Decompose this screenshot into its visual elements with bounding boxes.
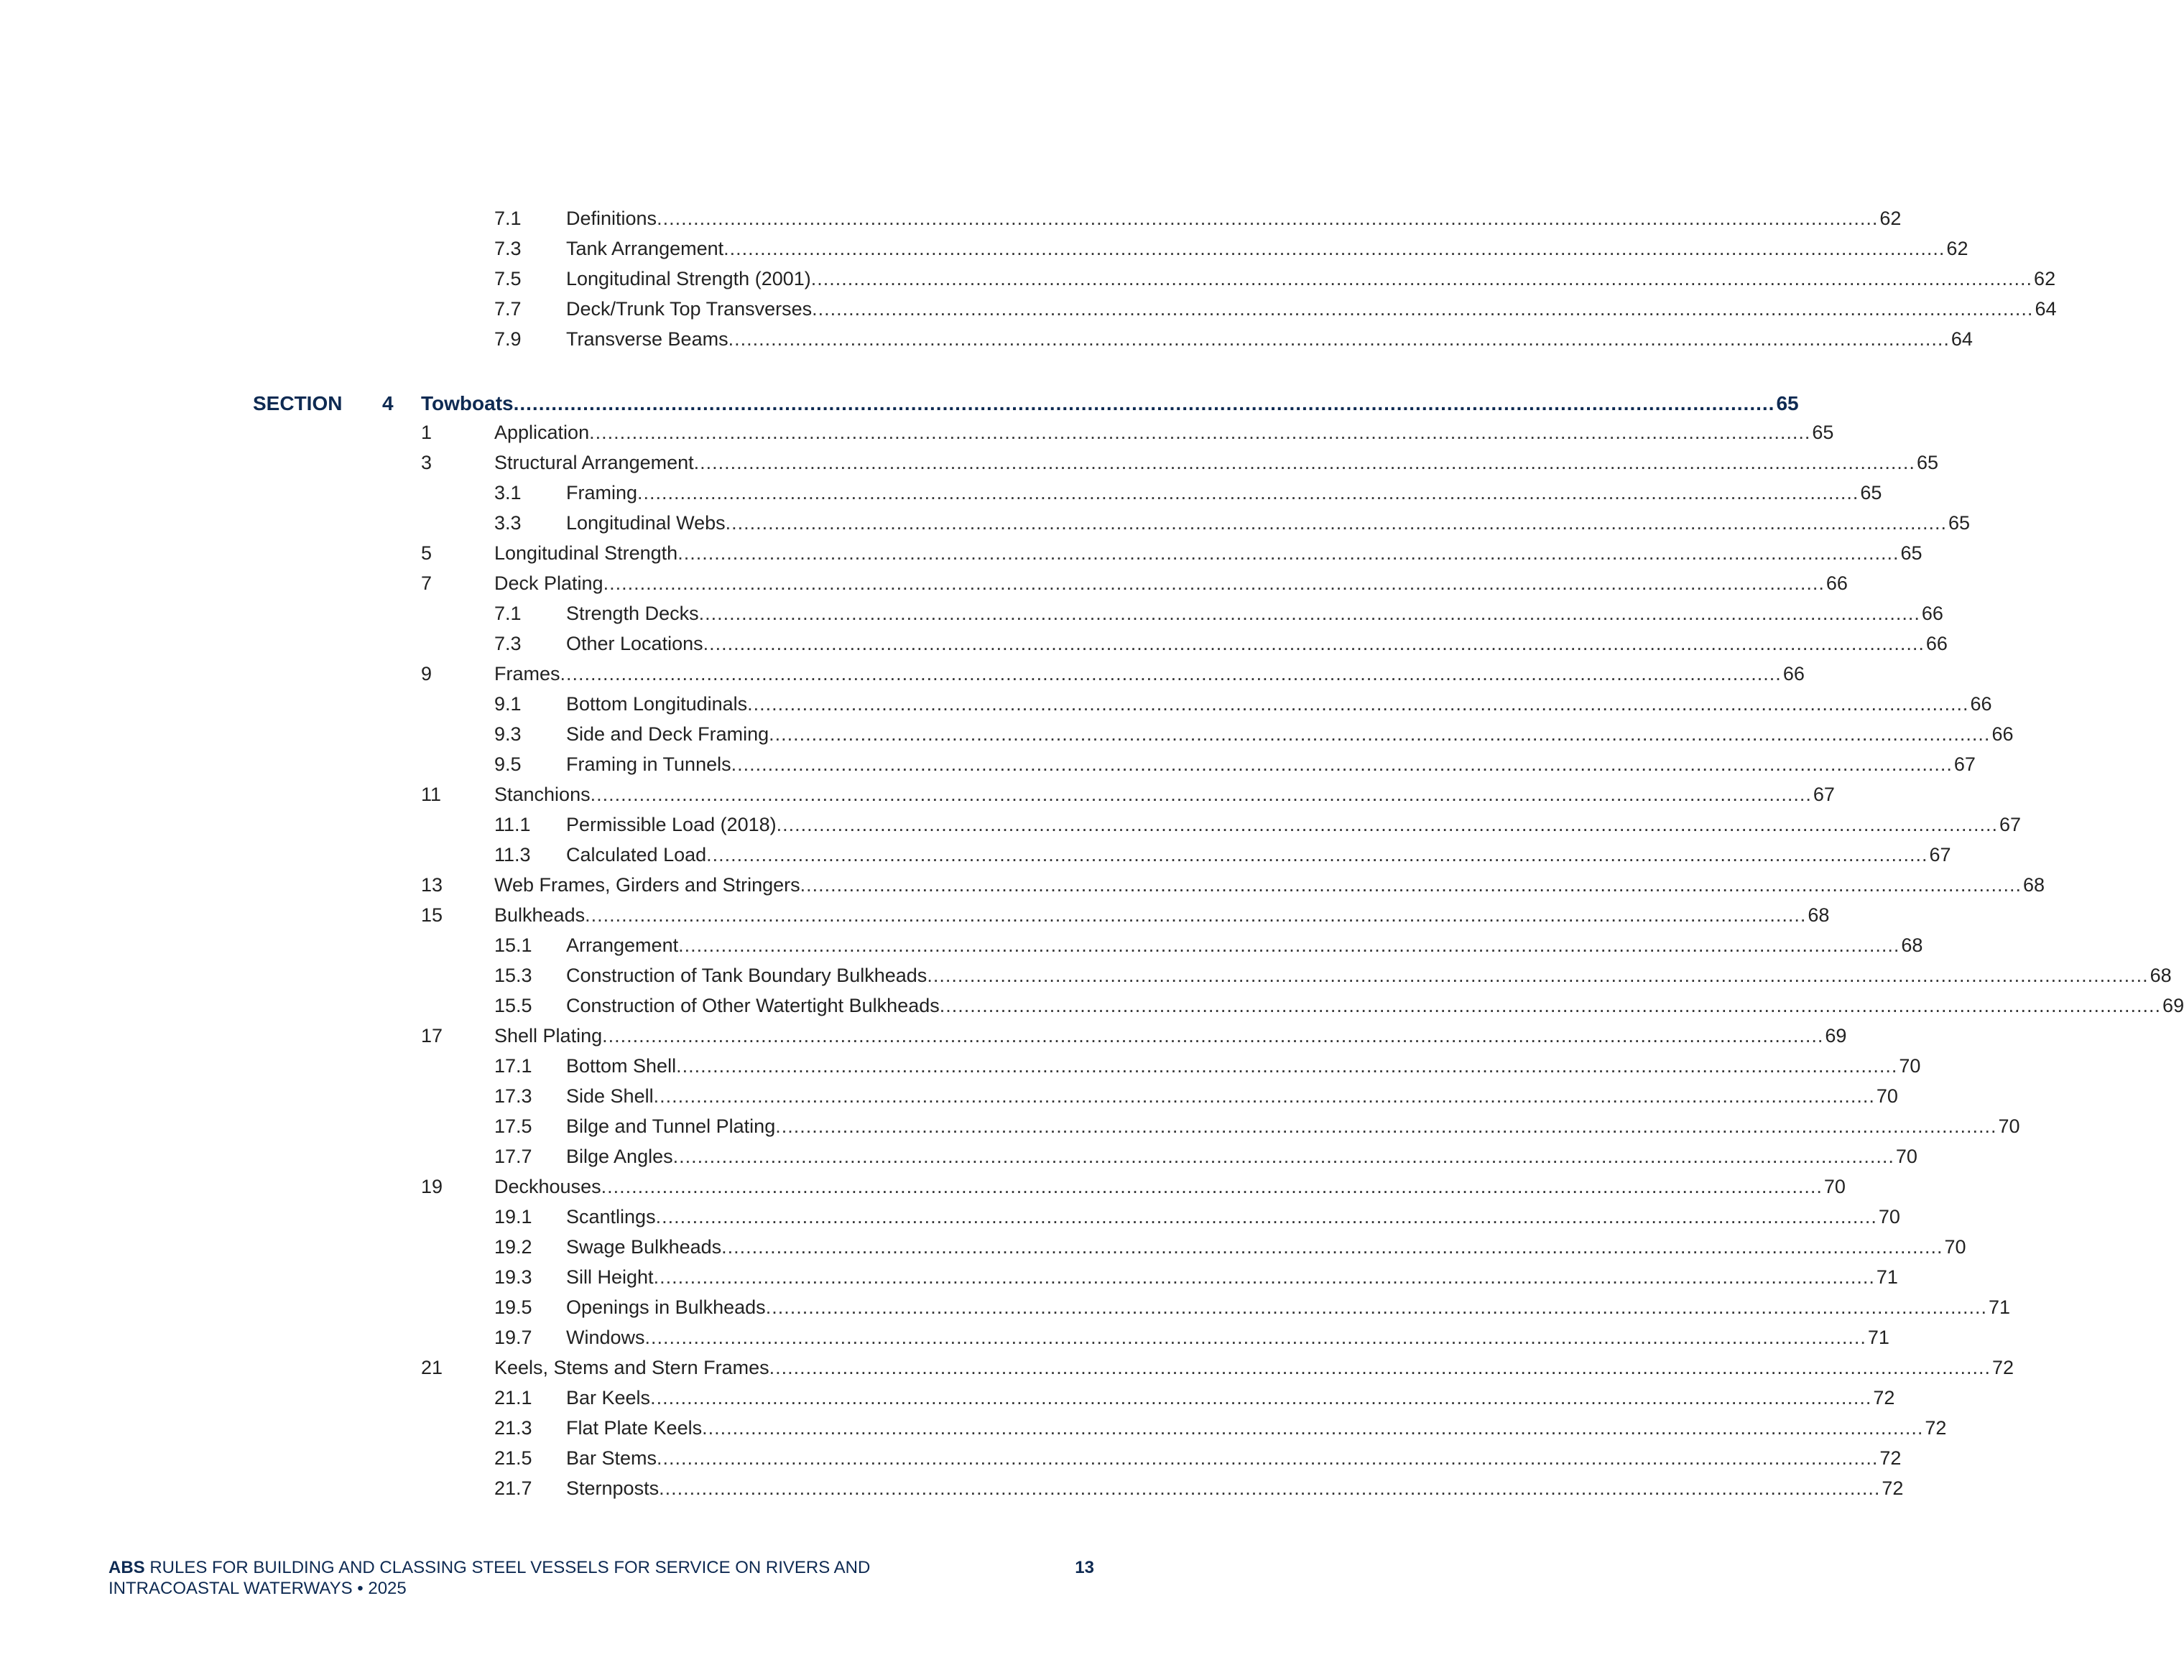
toc-entry-title: Side Shell [566,1085,654,1107]
toc-entry-title: Bar Stems [566,1447,657,1469]
toc-entry-page: 65 [1916,452,1938,473]
toc-entry-link[interactable] [566,1202,1900,1232]
toc-entry-link[interactable] [566,930,1923,960]
toc-entry-number: 3 [421,452,432,473]
toc-entry-number: 21.1 [494,1387,532,1408]
toc-entry-number: 7.7 [494,298,522,320]
toc-entry-link[interactable] [566,478,1882,508]
toc-entry-link[interactable] [566,1383,1895,1413]
dot-leader: ........................................................................................................................................................................................................ [800,874,2022,896]
toc-entry-number: 19.5 [494,1296,532,1318]
toc-entry[interactable] [0,538,1922,568]
toc-entry-link[interactable] [566,1473,1904,1503]
toc-entry-page: 62 [1946,238,1968,259]
toc-entry[interactable] [0,809,2021,840]
toc-entry-page: 66 [1925,633,1948,654]
toc-entry-number: 19.7 [494,1327,532,1348]
dot-leader: ........................................................................................................................................................................................................ [601,1176,1823,1197]
toc-entry[interactable] [0,1443,1902,1473]
toc-entry-title: Swage Bulkheads [566,1236,722,1258]
toc-entry-page: 72 [1873,1387,1895,1408]
toc-entry-link[interactable] [566,1262,1898,1292]
toc-entry[interactable] [0,324,1973,354]
dot-leader: ........................................................................................................................................................................................................ [678,934,1900,956]
dot-leader: ........................................................................................................................................................................................................ [927,965,2149,986]
dot-leader: ........................................................................................................................................................................................................ [644,1327,1866,1348]
toc-entry-link[interactable] [566,1111,2020,1141]
toc-entry[interactable] [0,598,1943,628]
toc-entry[interactable] [0,568,1848,598]
footer-title-line-2 [108,1578,1094,1599]
toc-entry-page: 72 [1882,1477,1904,1499]
toc-entry-number: 11.1 [494,814,531,835]
toc-entry-title: Structural Arrangement [494,452,694,473]
dot-leader: ........................................................................................................................................................................................................ [775,1115,1997,1137]
toc-entry-link[interactable] [494,568,1848,598]
toc-entry-page: 68 [2022,874,2045,896]
toc-entry-number: 15.1 [494,934,532,956]
dot-leader: ........................................................................................................................................................................................................ [602,1025,1824,1046]
toc-entry-link[interactable] [566,508,1970,538]
toc-entry-page: 71 [1876,1266,1898,1288]
toc-entry-title: Construction of Tank Boundary Bulkheads [566,965,927,986]
toc-entry-title: Openings in Bulkheads [566,1296,766,1318]
toc-entry-number: 4 [382,392,394,414]
dot-leader: ........................................................................................................................................................................................................ [810,268,2033,289]
toc-entry-title: Stanchions [494,784,591,805]
toc-entry[interactable] [0,1473,1904,1503]
toc-entry-number: 7.1 [494,208,522,229]
dot-leader: ........................................................................................................................................................................................................ [698,603,1920,624]
dot-leader: ........................................................................................................................................................................................................ [659,1477,1881,1499]
toc-entry-number: 7.5 [494,268,522,289]
toc-entry-title: Towboats [421,392,514,414]
dot-leader: ........................................................................................................................................................................................................ [637,482,1859,503]
toc-entry-page: 70 [1944,1236,1966,1258]
toc-entry-number: 15 [421,904,443,926]
toc-entry-number: 3.3 [494,512,522,534]
toc-entry-title: Shell Plating [494,1025,603,1046]
toc-entry-number: 17.1 [494,1055,532,1077]
toc-entry[interactable] [0,1051,1921,1081]
toc-entry-page: 70 [1998,1115,2020,1137]
toc-entry[interactable] [0,1202,1900,1232]
toc-entry-number: 21.7 [494,1477,532,1499]
toc-entry-link[interactable] [566,1443,1902,1473]
toc-entry-number: 17.3 [494,1085,532,1107]
toc-entry-link[interactable] [566,628,1948,659]
toc-entry-number: 9 [421,663,432,684]
toc-entry[interactable] [0,1111,2020,1141]
toc-entry-title: Definitions [566,208,657,229]
toc-entry-page: 62 [2034,268,2056,289]
toc-entry-number: 17.5 [494,1115,532,1137]
toc-entry-link[interactable] [566,990,2184,1021]
toc-entry-number: 19 [421,1176,443,1197]
toc-entry-link[interactable] [566,1141,1917,1171]
toc-entry-page: 66 [1782,663,1805,684]
toc-entry-link[interactable] [566,203,1902,233]
toc-entry-page: 66 [1970,693,1992,715]
toc-entry-page: 71 [1867,1327,1889,1348]
toc-entry-title: Longitudinal Strength (2001) [566,268,811,289]
toc-entry[interactable] [0,1292,2011,1322]
toc-entry-title: Deck Plating [494,572,603,594]
toc-entry-page: 70 [1895,1146,1917,1167]
toc-entry-title: Bottom Longitudinals [566,693,748,715]
toc-entry[interactable] [0,689,1992,719]
toc-entry[interactable] [0,840,1951,870]
toc-entry-title: Deck/Trunk Top Transverses [566,298,813,320]
toc-entry[interactable] [0,870,2045,900]
toc-entry-page: 71 [1988,1296,2011,1318]
toc-entry-link[interactable] [566,1322,1889,1352]
toc-entry-title: Construction of Other Watertight Bulkheads [566,995,940,1016]
dot-leader: ........................................................................................................................................................................................................ [747,693,1969,715]
toc-entry[interactable] [0,900,1830,930]
dot-leader: ........................................................................................................................................................................................................ [723,238,1945,259]
toc-entry-link[interactable] [566,809,2021,840]
toc-entry-page: 65 [1900,542,1922,564]
footer-title-text-2: INTRACOASTAL WATERWAYS [108,1579,353,1598]
toc-entry-title: Arrangement [566,934,679,956]
toc-entry-title: Tank Arrangement [566,238,724,259]
dot-leader: ........................................................................................................................................................................................................ [653,1085,1875,1107]
toc-entry-number: 21.3 [494,1417,532,1439]
dot-leader: ........................................................................................................................................................................................................ [765,1296,1987,1318]
toc-entry-title: Scantlings [566,1206,656,1227]
toc-entry-title: Bilge and Tunnel Plating [566,1115,776,1137]
toc-entry-page: 72 [1879,1447,1902,1469]
toc-entry-link[interactable] [566,840,1951,870]
toc-entry[interactable] [0,1383,1895,1413]
dot-leader: ........................................................................................................................................................................................................ [769,723,1991,745]
dot-leader: ........................................................................................................................................................................................................ [812,298,2034,320]
toc-entry-link[interactable] [494,1352,2014,1383]
toc-entry-link[interactable] [566,294,2057,324]
toc-entry-page: 69 [2162,995,2184,1016]
toc-entry-link[interactable] [494,1021,1847,1051]
toc-entry[interactable] [0,294,2057,324]
dot-leader: ........................................................................................................................................................................................................ [721,1236,1943,1258]
toc-entry-title: Longitudinal Webs [566,512,726,534]
toc-entry-link[interactable] [566,324,1973,354]
toc-entry[interactable] [0,749,1976,779]
toc-entry-title: Sternposts [566,1477,660,1499]
toc-entry[interactable] [0,1171,1846,1202]
toc-entry-number: 7 [421,572,432,594]
toc-entry-page: 65 [1860,482,1882,503]
toc-entry-link[interactable] [566,689,1992,719]
toc-entry-title: Sill Height [566,1266,654,1288]
toc-entry-number: 9.3 [494,723,522,745]
dot-leader: ........................................................................................................................................................................................................ [655,1206,1877,1227]
toc-entry-page: 67 [1929,844,1951,865]
toc-entry-page: 67 [1999,814,2021,835]
toc-entry-link[interactable] [566,719,2014,749]
toc-entry[interactable] [0,628,1948,659]
toc-entry[interactable] [0,960,2172,990]
toc-entry-link[interactable] [566,749,1976,779]
toc-entry-title: Side and Deck Framing [566,723,769,745]
toc-entry-page: 64 [1951,328,1973,350]
toc-entry-link[interactable] [494,538,1922,568]
toc-entry[interactable] [0,1081,1898,1111]
toc-entry-title: Framing [566,482,638,503]
toc-entry-page: 68 [2150,965,2172,986]
toc-entry[interactable] [0,1413,1947,1443]
toc-entry[interactable] [0,233,1968,264]
toc-entry[interactable] [0,264,2056,294]
dot-leader: ........................................................................................................................................................................................................ [677,542,1900,564]
dot-leader: ........................................................................................................................................................................................................ [560,663,1782,684]
dot-leader: ........................................................................................................................................................................................................ [589,422,1811,443]
toc-entry-page: 70 [1878,1206,1900,1227]
toc-entry-page: 66 [1826,572,1848,594]
toc-entry-number: 15.5 [494,995,532,1016]
toc-entry-page: 64 [2035,298,2057,320]
dot-leader: ........................................................................................................................................................................................................ [657,1447,1879,1469]
toc-entry-title: Framing in Tunnels [566,753,731,775]
toc-entry-number: 17.7 [494,1146,532,1167]
toc-entry-title: Bar Keels [566,1387,651,1408]
dot-leader: ........................................................................................................................................................................................................ [706,844,1928,865]
toc-entry-number: 3.1 [494,482,522,503]
toc-entry-number: 7.3 [494,238,522,259]
toc-entry-number: 11 [421,784,442,805]
toc-entry-page: 65 [1812,422,1834,443]
toc-entry-link[interactable] [566,598,1943,628]
toc-entry-page: 70 [1823,1176,1846,1197]
toc-entry-number: 19.2 [494,1236,532,1258]
toc-entry-title: Deckhouses [494,1176,601,1197]
footer-separator: • [352,1579,369,1598]
toc-entry[interactable] [0,1021,1847,1051]
toc-entry[interactable] [0,478,1882,508]
dot-leader: ........................................................................................................................................................................................................ [657,208,1879,229]
toc-entry-title: Bulkheads [494,904,586,926]
toc-entry-title: Bottom Shell [566,1055,677,1077]
dot-leader: ........................................................................................................................................................................................................ [676,1055,1898,1077]
toc-entry-link[interactable] [566,1292,2011,1322]
toc-entry-number: 11.3 [494,844,531,865]
toc-entry[interactable] [0,1232,1966,1262]
toc-entry-title: Longitudinal Strength [494,542,678,564]
toc-entry-title: Application [494,422,590,443]
dot-leader: ........................................................................................................................................................................................................ [672,1146,1894,1167]
toc-entry-link[interactable] [566,1081,1898,1111]
dot-leader: ........................................................................................................................................................................................................ [725,512,1947,534]
toc-entry[interactable] [0,719,2014,749]
toc-entry-number: 5 [421,542,432,564]
toc-entry-link[interactable] [421,389,1799,419]
toc-entry-link[interactable] [566,264,2056,294]
toc-entry-page: 66 [1991,723,2014,745]
toc-entry-page: 67 [1953,753,1976,775]
toc-entry[interactable] [0,447,1938,478]
toc-entry-page: 65 [1948,512,1970,534]
toc-entry[interactable] [0,1322,1889,1352]
toc-entry-page: 65 [1776,392,1799,414]
toc-entry-page: 70 [1899,1055,1921,1077]
toc-entry-page: 68 [1808,904,1830,926]
toc-entry[interactable] [0,1141,1917,1171]
toc-entry-link[interactable] [494,417,1834,447]
toc-entry-link[interactable] [494,447,1938,478]
toc-entry-number: 7.3 [494,633,522,654]
footer-year: 2025 [368,1579,407,1598]
toc-entry-number: 17 [421,1025,443,1046]
dot-leader: ........................................................................................................................................................................................................ [653,1266,1875,1288]
page-footer [108,1557,1094,1599]
dot-leader: ........................................................................................................................................................................................................ [728,328,1950,350]
toc-entry-title: Strength Decks [566,603,699,624]
toc-entry-page: 69 [1825,1025,1847,1046]
dot-leader: ........................................................................................................................................................................................................ [769,1357,1991,1378]
toc-entry-title: Transverse Beams [566,328,728,350]
toc-entry-link[interactable] [494,1171,1846,1202]
toc-entry-number: 7.1 [494,603,522,624]
toc-entry-page: 72 [1925,1417,1947,1439]
toc-entry-title: Keels, Stems and Stern Frames [494,1357,769,1378]
toc-entry-number: 13 [421,874,443,896]
toc-entry-page: 67 [1813,784,1835,805]
toc-entry[interactable] [0,1262,1898,1292]
toc-entry[interactable] [0,779,1835,809]
toc-entry-number: 1 [421,422,432,443]
toc-entry-title: Calculated Load [566,844,707,865]
toc-entry[interactable] [0,990,2184,1021]
page-number: 13 [1075,1558,1094,1577]
toc-entry[interactable] [0,659,1805,689]
toc-entry-page: 72 [1991,1357,2014,1378]
toc-entry-link[interactable] [494,659,1805,689]
toc-entry[interactable] [0,203,1902,233]
toc-entry-title: Flat Plate Keels [566,1417,703,1439]
toc-entry-number: 15.3 [494,965,532,986]
toc-entry[interactable] [0,417,1834,447]
toc-entry-number: 9.1 [494,693,522,715]
toc-entry-title: Web Frames, Girders and Stringers [494,874,800,896]
footer-title-text: RULES FOR BUILDING AND CLASSING STEEL VESSELS FOR SERVICE ON RIVERS AND [144,1558,871,1577]
toc-entry-link[interactable] [566,233,1968,264]
dot-leader: ........................................................................................................................................................................................................ [693,452,1915,473]
toc-entry-number: 9.5 [494,753,522,775]
section-label: SECTION [253,392,343,414]
toc-entry-link[interactable] [494,779,1835,809]
toc-section-heading[interactable] [0,389,1799,419]
toc-entry-title: Bilge Angles [566,1146,673,1167]
toc-entry-page: 62 [1879,208,1902,229]
toc-entry-link[interactable] [494,870,2045,900]
toc-entry-link[interactable] [566,960,2172,990]
dot-leader: ........................................................................................................................................................................................................ [513,392,1775,414]
toc-entry[interactable] [0,1352,2014,1383]
toc-entry-link[interactable] [494,900,1830,930]
dot-leader: ........................................................................................................................................................................................................ [650,1387,1872,1408]
toc-entry-title: Permissible Load (2018) [566,814,777,835]
toc-entry-link[interactable] [566,1232,1966,1262]
toc-entry-number: 19.1 [494,1206,532,1227]
toc-entry[interactable] [0,930,1923,960]
toc-entry-link[interactable] [566,1413,1947,1443]
toc-entry[interactable] [0,508,1970,538]
toc-entry-title: Frames [494,663,560,684]
toc-entry-number: 19.3 [494,1266,532,1288]
dot-leader: ........................................................................................................................................................................................................ [703,633,1925,654]
dot-leader: ........................................................................................................................................................................................................ [585,904,1807,926]
dot-leader: ........................................................................................................................................................................................................ [776,814,1998,835]
dot-leader: ........................................................................................................................................................................................................ [603,572,1825,594]
dot-leader: ........................................................................................................................................................................................................ [590,784,1812,805]
toc-entry-page: 66 [1921,603,1943,624]
toc-entry-number: 7.9 [494,328,522,350]
dot-leader: ........................................................................................................................................................................................................ [702,1417,1924,1439]
toc-entry-title: Windows [566,1327,645,1348]
footer-title-line-1 [108,1557,1094,1578]
toc-entry-page: 70 [1876,1085,1898,1107]
toc-entry-number: 21.5 [494,1447,532,1469]
toc-entry-title: Other Locations [566,633,703,654]
toc-entry-link[interactable] [566,1051,1921,1081]
toc-entry-page: 68 [1901,934,1923,956]
dot-leader: ........................................................................................................................................................................................................ [939,995,2162,1016]
toc-entry-number: 21 [421,1357,443,1378]
dot-leader: ........................................................................................................................................................................................................ [731,753,1953,775]
footer-brand: ABS [108,1558,145,1577]
